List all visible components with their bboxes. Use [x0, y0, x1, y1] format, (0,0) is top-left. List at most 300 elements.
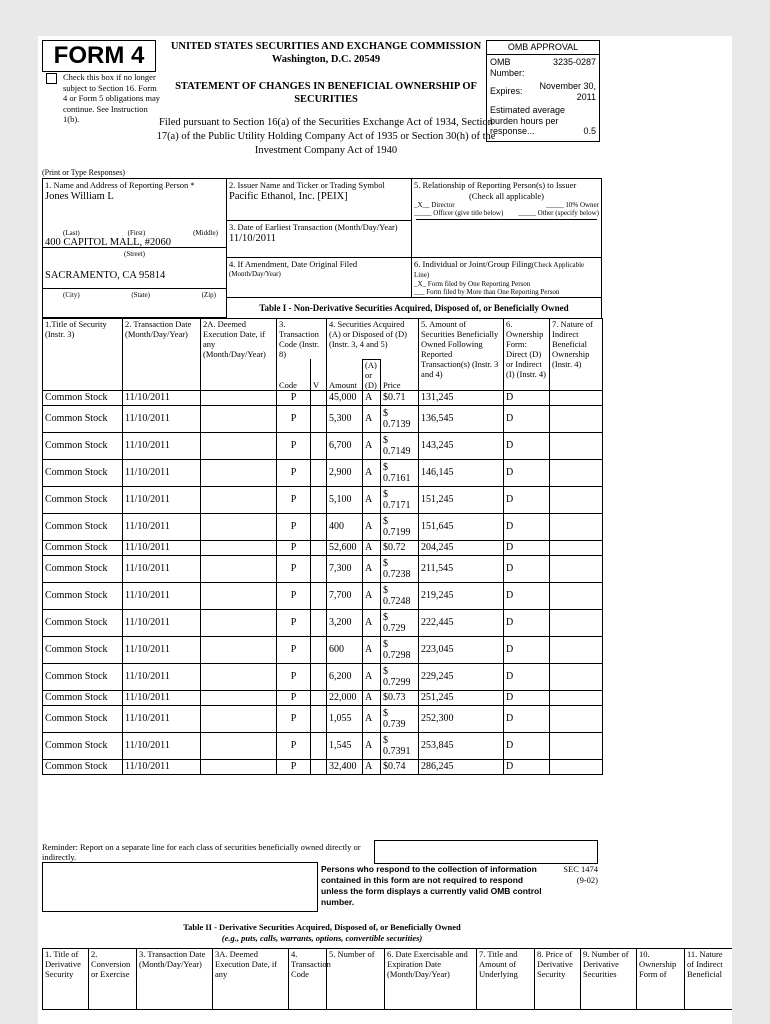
amount-cell: 1,055 [327, 705, 363, 732]
date-cell: 11/10/2011 [123, 609, 201, 636]
v-cell [311, 663, 327, 690]
price-cell [381, 390, 419, 405]
col-price: Price [381, 359, 419, 390]
a-or-d-cell: A [363, 405, 381, 432]
nature-cell [550, 636, 603, 663]
owned-cell: 211,545 [419, 555, 504, 582]
price-currency: $ [383, 515, 389, 527]
deemed-date-cell [201, 759, 277, 774]
col-securities-acquired: 4. Securities Acquired (A) or Disposed of (D) (Instr. 3, 4 and 5) [327, 319, 419, 360]
director-option: _X__ Director [414, 201, 455, 209]
code-cell: P [277, 705, 311, 732]
table-row [43, 513, 603, 540]
deemed-date-cell [201, 432, 277, 459]
code-cell: P [277, 486, 311, 513]
table-row [43, 759, 603, 774]
date-cell: 11/10/2011 [123, 432, 201, 459]
v-cell [311, 636, 327, 663]
price-currency: $ [383, 734, 389, 746]
ownership-form-cell: D [504, 636, 550, 663]
code-cell: P [277, 540, 311, 555]
ownership-form-cell: D [504, 513, 550, 540]
price-cell [381, 663, 419, 690]
filed-pursuant-text: Filed pursuant to Section 16(a) of the Securities Exchange Act of 1934, Section 17(a) of the Public Utility Holding Company Act of 1935 or Section 30(h) of the Investment Company Act of 1940 [156, 117, 496, 156]
omb-expires-label: Expires: [490, 86, 523, 96]
nature-cell [550, 540, 603, 555]
amount-cell: 32,400 [327, 759, 363, 774]
ownership-form-cell: D [504, 609, 550, 636]
nature-cell [550, 432, 603, 459]
security-cell: Common Stock [43, 459, 123, 486]
nature-cell [550, 759, 603, 774]
price-cell [381, 555, 419, 582]
price-cell [381, 732, 419, 759]
col-ownership-form: 6. Ownership Form: Direct (D) or Indirect (I) (Instr. 4) [504, 319, 550, 391]
owned-cell: 151,245 [419, 486, 504, 513]
ownership-form-cell: D [504, 582, 550, 609]
owned-cell: 251,245 [419, 690, 504, 705]
code-cell: P [277, 609, 311, 636]
ownership-form-cell: D [504, 705, 550, 732]
middle-label: (Middle) [193, 229, 218, 237]
price-currency: $ [383, 584, 389, 596]
owned-cell: 146,145 [419, 459, 504, 486]
a-or-d-cell: A [363, 690, 381, 705]
deemed-date-cell [201, 582, 277, 609]
omb-expires-value: November 30, 2011 [539, 81, 596, 102]
price-value: 0.72 [388, 542, 406, 553]
table1-title: Table I - Non-Derivative Securities Acquired, Disposed of, or Beneficially Owned [259, 303, 569, 313]
nature-cell [550, 513, 603, 540]
date-cell: 11/10/2011 [123, 405, 201, 432]
more-reporting-person-option: ___ Form filed by More than One Reporting Person [414, 288, 560, 296]
table2-col-header: 4. Transaction Code [289, 949, 327, 1010]
a-or-d-cell: A [363, 732, 381, 759]
box5-label: 5. Relationship of Reporting Person(s) to Issuer [414, 180, 577, 190]
reporting-person-name: Jones William L [45, 191, 114, 202]
box2-label: 2. Issuer Name and Ticker or Trading Symbol [229, 180, 385, 190]
empty-box [42, 862, 318, 912]
deemed-date-cell [201, 732, 277, 759]
a-or-d-cell: A [363, 555, 381, 582]
derivative-table [42, 948, 732, 1010]
amount-cell: 5,300 [327, 405, 363, 432]
box1-label: 1. Name and Address of Reporting Person * [45, 180, 195, 190]
table2-col-header: 3. Transaction Date (Month/Day/Year) [137, 949, 213, 1010]
deemed-date-cell [201, 513, 277, 540]
security-cell: Common Stock [43, 405, 123, 432]
code-cell: P [277, 405, 311, 432]
price-value: 0.74 [388, 761, 406, 772]
agency-address: Washington, D.C. 20549 [271, 54, 381, 65]
ownership-form-cell: D [504, 405, 550, 432]
a-or-d-cell: A [363, 513, 381, 540]
security-cell: Common Stock [43, 555, 123, 582]
price-value: 0.7171 [383, 499, 411, 511]
code-cell: P [277, 390, 311, 405]
table-row [43, 732, 603, 759]
amount-cell: 7,700 [327, 582, 363, 609]
owned-cell: 136,545 [419, 405, 504, 432]
issuer-box [226, 178, 412, 221]
col-v: V [311, 359, 327, 390]
security-cell: Common Stock [43, 690, 123, 705]
col-amount-owned: 5. Amount of Securities Beneficially Owned Following Reported Transaction(s) (Instr. 3 and 4) [419, 319, 504, 391]
deemed-date-cell [201, 705, 277, 732]
a-or-d-cell: A [363, 705, 381, 732]
table2-title: Table II - Derivative Securities Acquired, Disposed of, or Beneficially Owned [183, 922, 461, 932]
price-value: 0.7161 [383, 472, 411, 484]
table-row [43, 540, 603, 555]
checkbox-label: Check this box if no longer subject to Section 16. Form 4 or Form 5 obligations may continue. See Instruction 1(b). [63, 72, 161, 124]
ownership-form-cell: D [504, 432, 550, 459]
amount-cell: 22,000 [327, 690, 363, 705]
date-cell: 11/10/2011 [123, 705, 201, 732]
price-value: 0.7299 [383, 676, 411, 688]
first-label: (First) [127, 229, 146, 237]
price-currency: $ [383, 692, 389, 703]
security-cell: Common Stock [43, 540, 123, 555]
amount-cell: 5,100 [327, 486, 363, 513]
statement-title: STATEMENT OF CHANGES IN BENEFICIAL OWNERSHIP OF SECURITIES [175, 81, 477, 105]
v-cell [311, 405, 327, 432]
price-currency: $ [383, 542, 389, 553]
amount-cell: 6,700 [327, 432, 363, 459]
owned-cell: 151,645 [419, 513, 504, 540]
owned-cell: 143,245 [419, 432, 504, 459]
code-cell: P [277, 759, 311, 774]
ownership-form-cell: D [504, 459, 550, 486]
price-cell [381, 609, 419, 636]
table2-col-header: 9. Number of Derivative Securities [581, 949, 637, 1010]
col-nature-ownership: 7. Nature of Indirect Beneficial Ownership (Instr. 4) [550, 319, 603, 391]
check-all-applicable: (Check all applicable) [468, 191, 545, 201]
amount-cell: 3,200 [327, 609, 363, 636]
security-cell: Common Stock [43, 636, 123, 663]
owned-cell: 223,045 [419, 636, 504, 663]
a-or-d-cell: A [363, 582, 381, 609]
price-currency: $ [383, 761, 389, 772]
table-row [43, 459, 603, 486]
price-currency: $ [383, 392, 389, 403]
code-cell: P [277, 555, 311, 582]
table1-title-box [226, 297, 602, 319]
price-value: 0.73 [388, 692, 406, 703]
deemed-date-cell [201, 663, 277, 690]
box6-sub: (Check Applicable Line) [414, 261, 585, 279]
price-cell [381, 432, 419, 459]
a-or-d-cell: A [363, 459, 381, 486]
v-cell [311, 732, 327, 759]
nature-cell [550, 609, 603, 636]
deemed-date-cell [201, 609, 277, 636]
date-cell: 11/10/2011 [123, 636, 201, 663]
v-cell [311, 759, 327, 774]
table-row [43, 582, 603, 609]
code-cell: P [277, 636, 311, 663]
price-currency: $ [383, 434, 389, 446]
earliest-transaction-box [226, 220, 412, 258]
price-cell [381, 636, 419, 663]
omb-number-value: 3235-0287 [552, 57, 596, 67]
code-cell: P [277, 663, 311, 690]
price-currency: $ [383, 407, 389, 419]
price-currency: $ [383, 638, 389, 650]
box4-label: 4. If Amendment, Date Original Filed [229, 259, 358, 269]
deemed-date-cell [201, 405, 277, 432]
nature-cell [550, 486, 603, 513]
deemed-date-cell [201, 690, 277, 705]
street-label: (Street) [124, 250, 145, 258]
date-cell: 11/10/2011 [123, 486, 201, 513]
v-cell [311, 432, 327, 459]
amount-cell: 1,545 [327, 732, 363, 759]
nature-cell [550, 405, 603, 432]
price-value: 0.7391 [383, 745, 411, 757]
ten-percent-option: _____ 10% Owner [546, 201, 599, 209]
a-or-d-cell: A [363, 390, 381, 405]
col-transaction-code: 3. Transaction Code (Instr. 8) [277, 319, 327, 360]
table2-col-header: 2. Conversion or Exercise [89, 949, 137, 1010]
table-row [43, 486, 603, 513]
ownership-form-cell: D [504, 486, 550, 513]
form-title: FORM 4 [42, 40, 156, 72]
amount-cell: 400 [327, 513, 363, 540]
security-cell: Common Stock [43, 705, 123, 732]
amount-cell: 7,300 [327, 555, 363, 582]
price-currency: $ [383, 665, 389, 677]
v-cell [311, 390, 327, 405]
ownership-form-cell: D [504, 390, 550, 405]
code-cell: P [277, 582, 311, 609]
last-label: (Last) [63, 229, 80, 237]
box3-label: 3. Date of Earliest Transaction (Month/Day/Year) [229, 222, 398, 232]
a-or-d-cell: A [363, 486, 381, 513]
price-value: 0.729 [383, 622, 406, 634]
table-row [43, 609, 603, 636]
ownership-form-cell: D [504, 663, 550, 690]
v-cell [311, 705, 327, 732]
price-currency: $ [383, 707, 389, 719]
code-cell: P [277, 513, 311, 540]
table-row [43, 555, 603, 582]
city-state-zip-labels [42, 288, 227, 318]
deemed-date-cell [201, 459, 277, 486]
v-cell [311, 459, 327, 486]
security-cell: Common Stock [43, 582, 123, 609]
date-cell: 11/10/2011 [123, 513, 201, 540]
amount-cell: 52,600 [327, 540, 363, 555]
amount-cell: 45,000 [327, 390, 363, 405]
col-transaction-date: 2. Transaction Date (Month/Day/Year) [123, 319, 201, 391]
nature-cell [550, 459, 603, 486]
price-currency: $ [383, 488, 389, 500]
omb-approval-box [486, 40, 600, 142]
ownership-form-cell: D [504, 759, 550, 774]
table-row [43, 390, 603, 405]
print-type-note: (Print or Type Responses) [42, 168, 126, 177]
ownership-form-cell: D [504, 732, 550, 759]
date-cell: 11/10/2011 [123, 540, 201, 555]
table2-col-header: 11. Nature of Indirect Beneficial [685, 949, 733, 1010]
table2-heading [42, 922, 602, 944]
agency-heading [156, 40, 496, 66]
date-cell: 11/10/2011 [123, 663, 201, 690]
owned-cell: 253,845 [419, 732, 504, 759]
a-or-d-cell: A [363, 663, 381, 690]
security-cell: Common Stock [43, 432, 123, 459]
owned-cell: 222,445 [419, 609, 504, 636]
amendment-box [226, 257, 412, 298]
security-cell: Common Stock [43, 486, 123, 513]
code-cell: P [277, 459, 311, 486]
a-or-d-cell: A [363, 540, 381, 555]
price-value: 0.7199 [383, 526, 411, 538]
date-cell: 11/10/2011 [123, 459, 201, 486]
table-row [43, 636, 603, 663]
price-cell [381, 582, 419, 609]
price-value: 0.7298 [383, 649, 411, 661]
issuer-name: Pacific Ethanol, Inc. [PEIX] [229, 191, 348, 202]
street-box [42, 247, 227, 289]
nature-cell [550, 555, 603, 582]
v-cell [311, 486, 327, 513]
relationship-box [411, 178, 602, 258]
security-cell: Common Stock [43, 732, 123, 759]
omb-title: OMB APPROVAL [487, 41, 599, 55]
v-cell [311, 690, 327, 705]
a-or-d-cell: A [363, 759, 381, 774]
price-value: 0.7238 [383, 568, 411, 580]
box4-sub: (Month/Day/Year) [229, 270, 281, 278]
owned-cell: 204,245 [419, 540, 504, 555]
reporting-person-box [42, 178, 227, 248]
code-cell: P [277, 690, 311, 705]
col-deemed-execution-date: 2A. Deemed Execution Date, if any (Month/Day/Year) [201, 319, 277, 391]
nature-cell [550, 390, 603, 405]
checkbox[interactable] [46, 73, 57, 84]
table2-col-header: 8. Price of Derivative Security [535, 949, 581, 1010]
table2-col-header: 6. Date Exercisable and Expiration Date (Month/Day/Year) [385, 949, 477, 1010]
table2-col-header: 5. Number of [327, 949, 385, 1010]
empty-box [374, 840, 598, 864]
security-cell: Common Stock [43, 759, 123, 774]
table-row [43, 432, 603, 459]
state-label: (State) [131, 291, 150, 299]
price-currency: $ [383, 611, 389, 623]
reminder-text: Reminder: Report on a separate line for each class of securities beneficially owned directly or indirectly. [42, 842, 361, 862]
table-row [43, 690, 603, 705]
ownership-form-cell: D [504, 690, 550, 705]
a-or-d-cell: A [363, 432, 381, 459]
nature-cell [550, 690, 603, 705]
amount-cell: 600 [327, 636, 363, 663]
agency-name: UNITED STATES SECURITIES AND EXCHANGE COMMISSION [170, 41, 482, 52]
city-state-zip: SACRAMENTO, CA 95814 [45, 270, 166, 281]
col-a-or-d: (A) or (D) [363, 359, 381, 390]
price-currency: $ [383, 557, 389, 569]
deemed-date-cell [201, 390, 277, 405]
nature-cell [550, 663, 603, 690]
owned-cell: 286,245 [419, 759, 504, 774]
price-cell [381, 759, 419, 774]
ownership-form-cell: D [504, 555, 550, 582]
sec-form-code [548, 864, 598, 886]
nature-cell [550, 582, 603, 609]
nature-cell [550, 705, 603, 732]
reporting-address: 400 CAPITOL MALL, #2060 [45, 237, 171, 248]
table-row [43, 405, 603, 432]
a-or-d-cell: A [363, 609, 381, 636]
box6-label: 6. Individual or Joint/Group Filing [414, 259, 532, 269]
price-currency: $ [383, 461, 389, 473]
omb-notice: Persons who respond to the collection of information contained in this form are not required to respond unless the form displays a currently valid OMB control number. [321, 864, 542, 907]
security-cell: Common Stock [43, 390, 123, 405]
price-value: 0.71 [388, 392, 406, 403]
amount-cell: 2,900 [327, 459, 363, 486]
omb-number-label: OMB Number: [490, 57, 525, 78]
code-cell: P [277, 432, 311, 459]
table2-col-header: 1. Title of Derivative Security [43, 949, 89, 1010]
ownership-form-cell: D [504, 540, 550, 555]
filing-type-box [411, 257, 602, 298]
owned-cell: 219,245 [419, 582, 504, 609]
earliest-transaction-date: 11/10/2011 [229, 233, 277, 244]
price-value: 0.739 [383, 718, 406, 730]
amount-cell: 6,200 [327, 663, 363, 690]
no-longer-subject-checkbox-row[interactable] [46, 72, 162, 125]
security-cell: Common Stock [43, 609, 123, 636]
table2-col-header: 10. Ownership Form of [637, 949, 685, 1010]
table2-subtitle: (e.g., puts, calls, warrants, options, convertible securities) [221, 933, 423, 943]
col-amount: Amount [327, 359, 363, 390]
deemed-date-cell [201, 486, 277, 513]
owned-cell: 229,245 [419, 663, 504, 690]
date-cell: 11/10/2011 [123, 582, 201, 609]
zip-label: (Zip) [201, 291, 216, 299]
deemed-date-cell [201, 636, 277, 663]
v-cell [311, 540, 327, 555]
one-reporting-person-option: _X_ Form filed by One Reporting Person [414, 280, 531, 288]
v-cell [311, 609, 327, 636]
v-cell [311, 582, 327, 609]
a-or-d-cell: A [363, 636, 381, 663]
owned-cell: 252,300 [419, 705, 504, 732]
v-cell [311, 513, 327, 540]
price-cell [381, 540, 419, 555]
deemed-date-cell [201, 555, 277, 582]
code-cell: P [277, 732, 311, 759]
date-cell: 11/10/2011 [123, 555, 201, 582]
city-label: (City) [63, 291, 80, 299]
omb-burden-value: 0.5 [583, 126, 596, 136]
form4-document [38, 36, 732, 1024]
price-value: 0.7139 [383, 418, 411, 430]
security-cell: Common Stock [43, 513, 123, 540]
date-cell: 11/10/2011 [123, 759, 201, 774]
price-value: 0.7248 [383, 595, 411, 607]
date-cell: 11/10/2011 [123, 690, 201, 705]
price-cell [381, 405, 419, 432]
date-cell: 11/10/2011 [123, 390, 201, 405]
col-title-security: 1.Title of Security (Instr. 3) [43, 319, 123, 391]
table2-col-header: 3A. Deemed Execution Date, if any [213, 949, 289, 1010]
v-cell [311, 555, 327, 582]
omb-burden-label: Estimated average burden hours per response... [490, 105, 566, 136]
other-option: _____ Other (specify below) [518, 209, 599, 217]
sec-code: SEC 1474 [563, 864, 598, 874]
officer-option: _____ Officer (give title below) [414, 209, 504, 217]
